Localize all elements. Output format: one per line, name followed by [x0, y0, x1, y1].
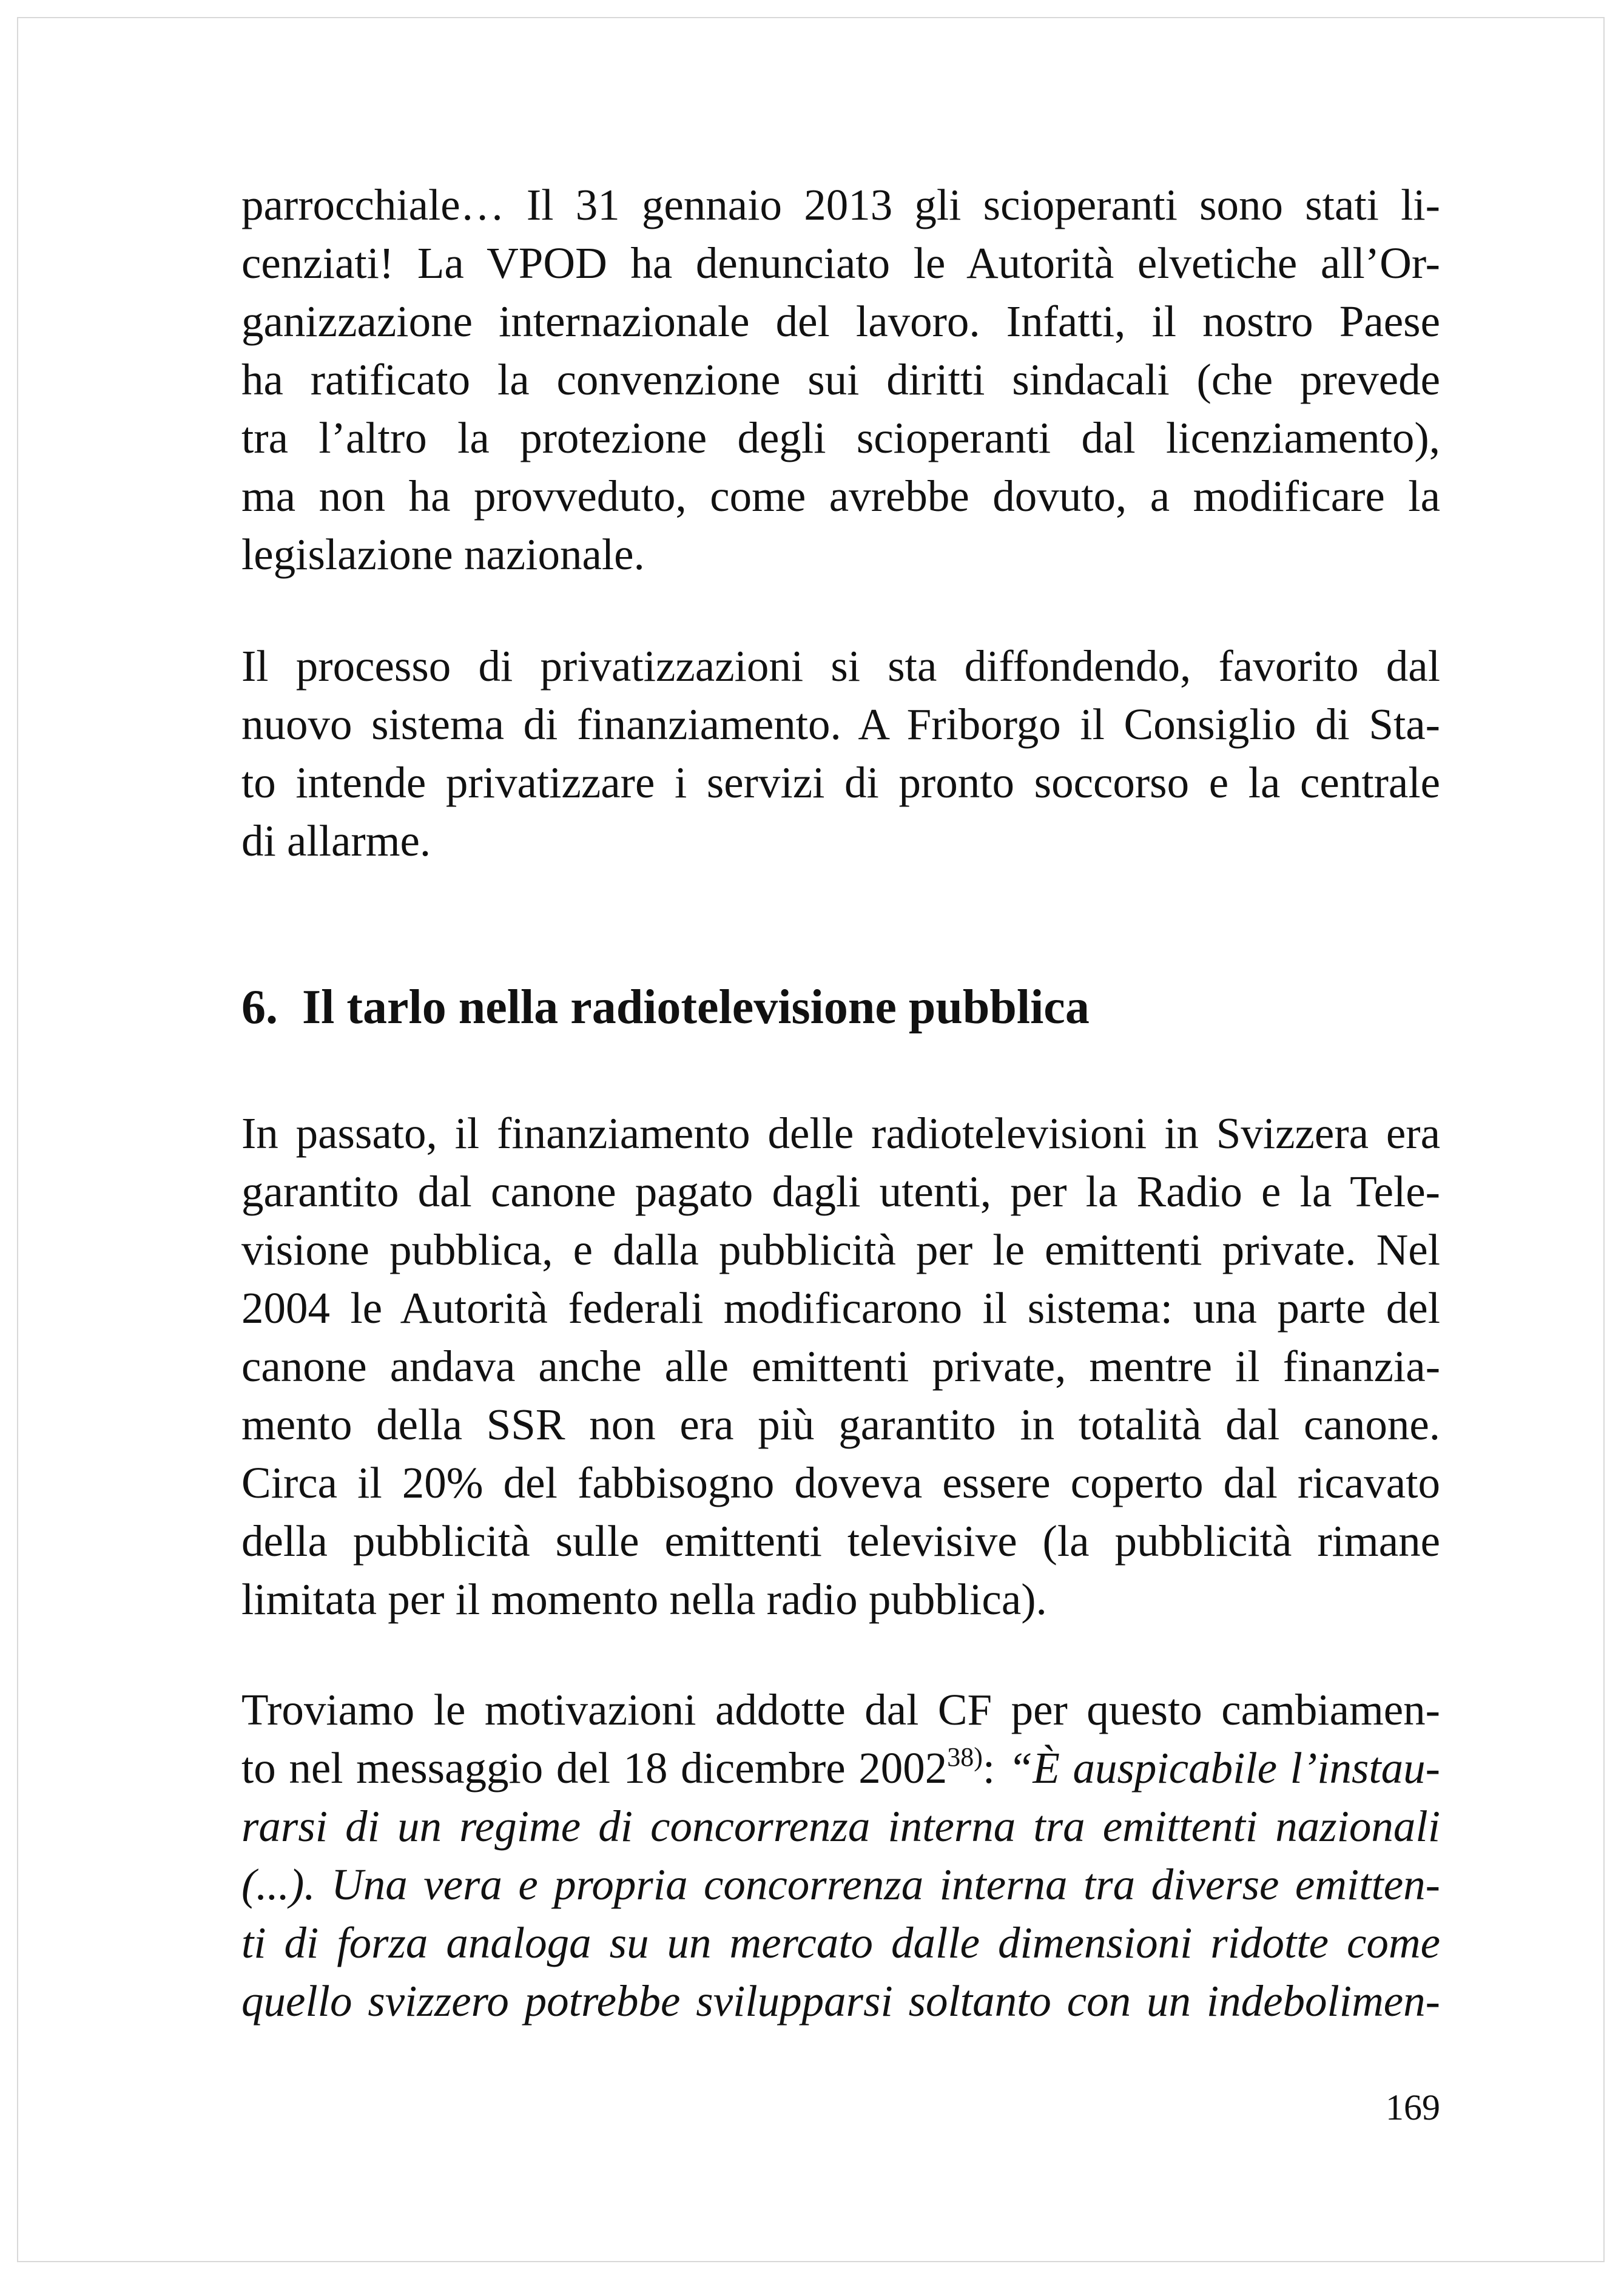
- quote-line: quello svizzero potrebbe svilupparsi soltanto con un indebolimen-: [241, 1976, 1440, 2026]
- page-number: 169: [1386, 2087, 1440, 2127]
- text-line: In passato, il finanziamento delle radiotelevisioni in Svizzera era: [241, 1109, 1440, 1158]
- paragraph-4: [241, 1681, 1440, 2030]
- text-line: ganizzazione internazionale del lavoro. Infatti, il nostro Paese: [241, 297, 1440, 346]
- text-line: canone andava anche alle emittenti private, mentre il finanzia-: [241, 1342, 1440, 1391]
- text-line: della pubblicità sulle emittenti televisive (la pubblicità rimane: [241, 1516, 1440, 1566]
- text-line: ma non ha provveduto, come avrebbe dovuto, a modificare la: [241, 471, 1440, 521]
- text-segment: to nel messaggio del 18 dicembre 2002: [241, 1743, 948, 1793]
- text-line: nuovo sistema di finanziamento. A Friborgo il Consiglio di Sta-: [241, 700, 1440, 749]
- text-line: to intende privatizzare i servizi di pronto soccorso e la centrale: [241, 758, 1440, 807]
- quote-line: rarsi di un regime di concorrenza interna tra emittenti nazionali: [241, 1802, 1440, 1851]
- paragraph-2: [241, 637, 1440, 870]
- quote-line: ti di forza analoga su un mercato dalle dimensioni ridotte come: [241, 1918, 1440, 1967]
- text-line: Circa il 20% del fabbisogno doveva essere coperto dal ricavato: [241, 1458, 1440, 1507]
- section-title: Il tarlo nella radiotelevisione pubblica: [302, 981, 1090, 1034]
- text-line: visione pubblica, e dalla pubblicità per le emittenti private. Nel: [241, 1225, 1440, 1274]
- paragraph-3: [241, 1104, 1440, 1629]
- quote-line: (...). Una vera e propria concorrenza interna tra diverse emitten-: [241, 1860, 1440, 1909]
- quote-start: “È auspicabile l’instau-: [1008, 1743, 1440, 1793]
- text-line-with-footnote: [241, 1739, 1440, 1797]
- text-line: mento della SSR non era più garantito in totalità dal canone.: [241, 1400, 1440, 1449]
- text-line: legislazione nazionale.: [241, 530, 645, 579]
- footnote-reference: 38): [947, 1742, 983, 1772]
- section-number: 6.: [241, 981, 278, 1034]
- text-segment: :: [982, 1743, 1008, 1793]
- section-heading: [241, 977, 1090, 1038]
- text-line: 2004 le Autorità federali modificarono il sistema: una parte del: [241, 1283, 1440, 1333]
- text-line: cenziati! La VPOD ha denunciato le Autorità elvetiche all’Or-: [241, 238, 1440, 288]
- paragraph-1: [241, 176, 1440, 584]
- text-line: tra l’altro la protezione degli scioperanti dal licenziamento),: [241, 413, 1440, 462]
- text-line: Il processo di privatizzazioni si sta diffondendo, favorito dal: [241, 641, 1440, 691]
- text-line: limitata per il momento nella radio pubblica).: [241, 1575, 1047, 1624]
- text-line: ha ratificato la convenzione sui diritti sindacali (che prevede: [241, 355, 1440, 404]
- text-line: parrocchiale… Il 31 gennaio 2013 gli scioperanti sono stati li-: [241, 180, 1440, 229]
- text-line: Troviamo le motivazioni addotte dal CF per questo cambiamen-: [241, 1685, 1440, 1734]
- text-line: garantito dal canone pagato dagli utenti, per la Radio e la Tele-: [241, 1167, 1440, 1216]
- text-line: di allarme.: [241, 816, 431, 865]
